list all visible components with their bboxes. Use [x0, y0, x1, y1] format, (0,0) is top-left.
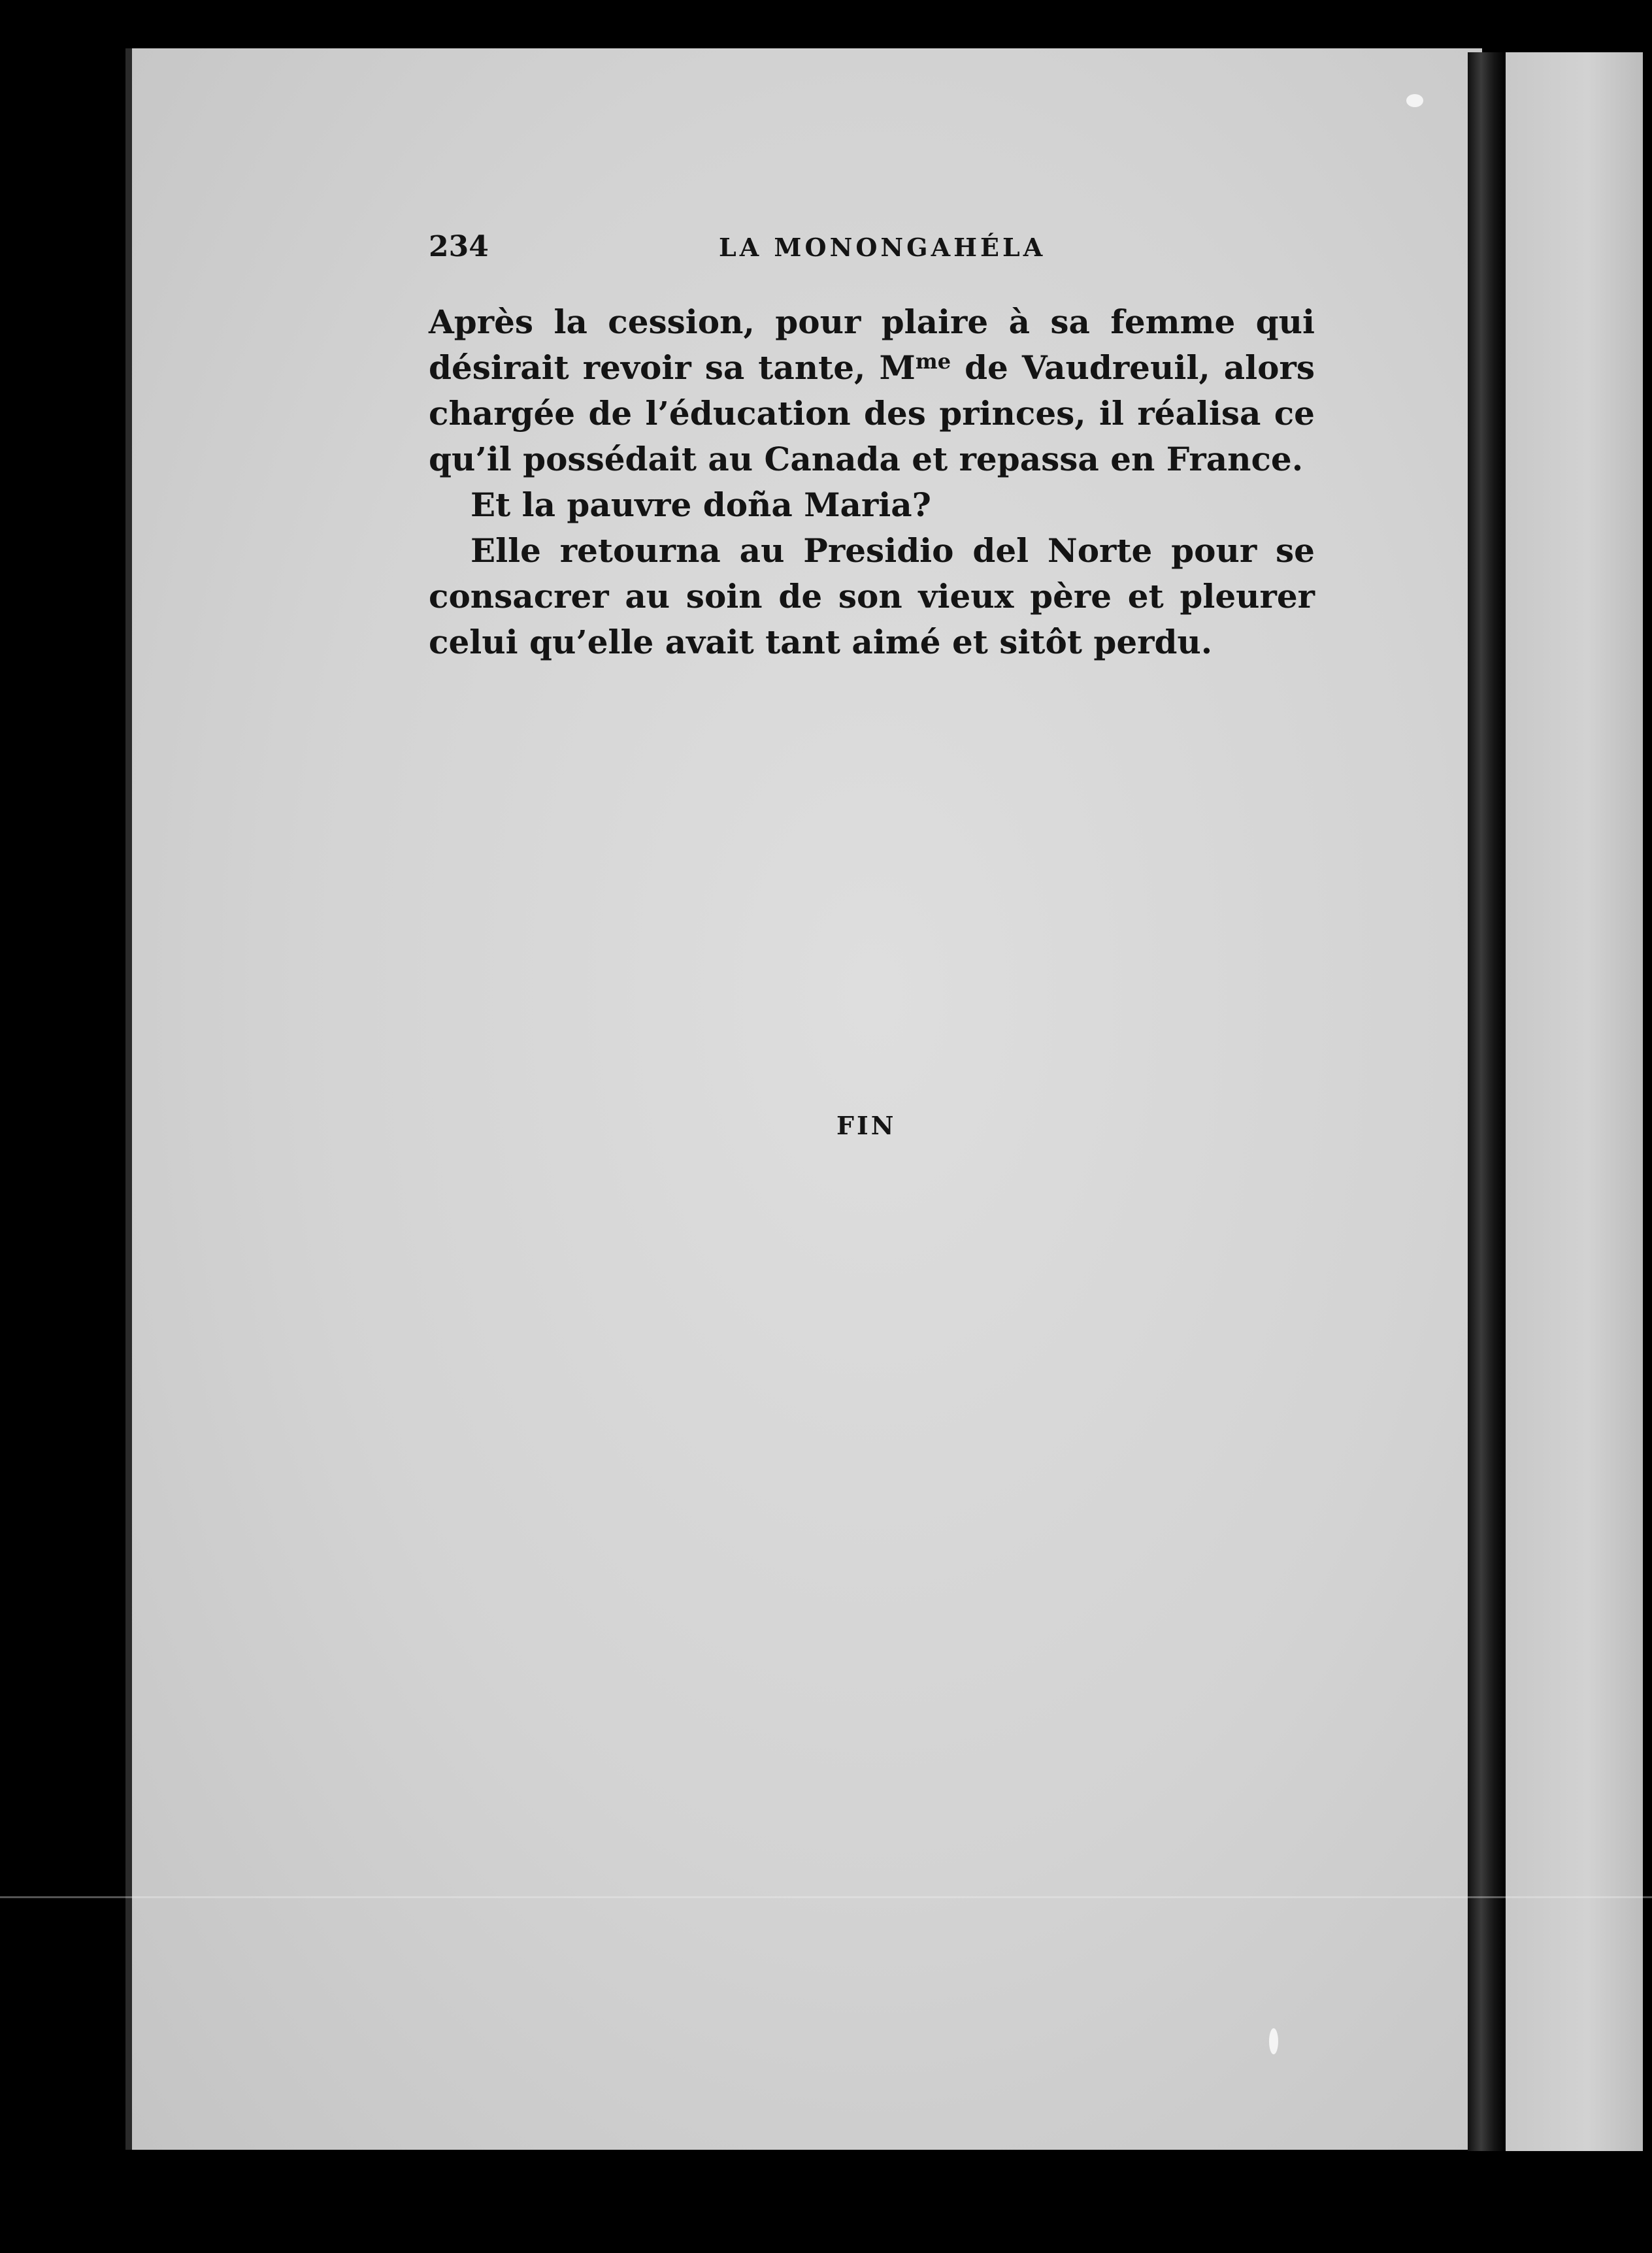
paragraph: Et la pauvre doña Maria? [471, 485, 931, 524]
superscript: me [915, 349, 951, 374]
running-title: LA MONONGAHÉLA [719, 233, 1046, 262]
body-text [429, 299, 1315, 665]
end-mark: FIN [836, 1111, 897, 1140]
page-gutter [1468, 52, 1506, 2151]
paragraph-text: Après la cession, pour plaire à sa femme qui désirait revoir sa tante, M [429, 303, 1315, 387]
scan-artifact-line [0, 1896, 1652, 1898]
paper-speck [1406, 94, 1423, 107]
facing-page-edge [1506, 52, 1643, 2151]
paragraph-text: de Vaudreuil, alors chargée de l’éducation des princes, il réalisa ce qu’il possédait au Canada et repassa en France. [429, 348, 1315, 478]
running-header [429, 230, 1315, 282]
paper-speck [1269, 2028, 1278, 2054]
page-number: 234 [429, 230, 489, 263]
paragraph: Elle retourna au Presidio del Norte pour se consacrer au soin de son vieux père et pleurer celui qu’elle avait tant aimé et sitôt perdu. [429, 531, 1315, 661]
paragraph [429, 299, 1315, 482]
